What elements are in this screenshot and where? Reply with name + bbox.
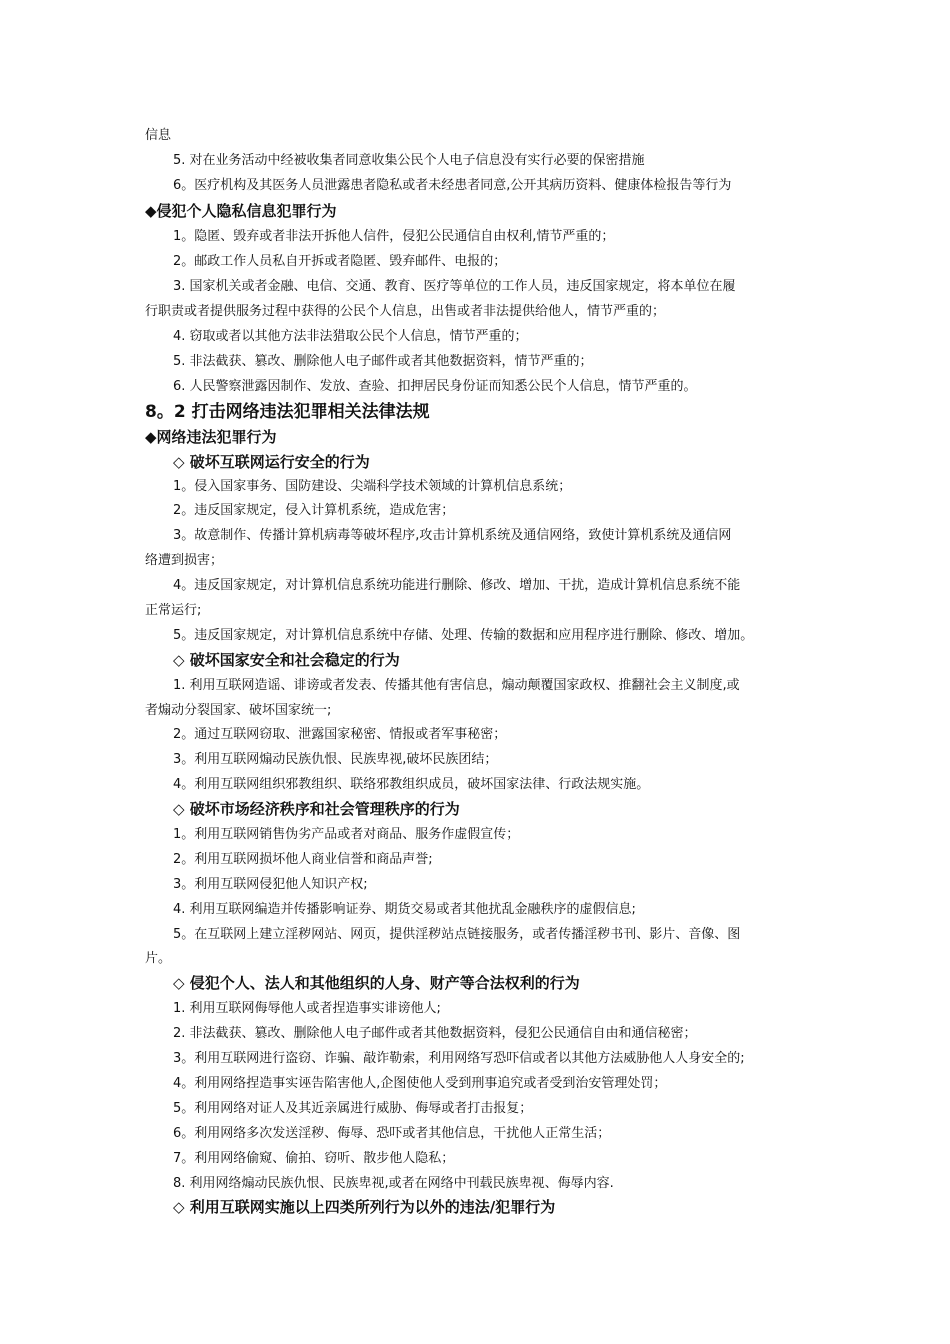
list-item: 4. 窃取或者以其他方法非法猎取公民个人信息，情节严重的； [173, 329, 528, 344]
list-item-continuation: 行职责或者提供服务过程中获得的公民个人信息，出售或者非法提供给他人，情节严重的； [145, 304, 666, 319]
list-item: 4. 利用互联网编造并传播影响证券、期货交易或者其他扰乱金融秩序的虚假信息; [173, 902, 636, 917]
list-item: 4。利用互联网组织邪教组织、联络邪教组织成员，破坏国家法律、行政法规实施。 [173, 777, 650, 792]
list-item: 1。利用互联网销售伪劣产品或者对商品、服务作虚假宣传； [173, 827, 520, 842]
list-item: 3。利用互联网煽动民族仇恨、民族卑视,破坏民族团结； [173, 752, 498, 767]
list-item: 3。故意制作、传播计算机病毒等破坏程序,攻击计算机系统及通信网络，致使计算机系统及通信网 [173, 528, 732, 543]
list-item: 1。侵入国家事务、国防建设、尖端科学技术领域的计算机信息系统； [173, 479, 572, 494]
text-line: 5. 对在业务活动中经被收集者同意收集公民个人电子信息没有实行必要的保密措施 [173, 153, 645, 168]
list-item: 5. 非法截获、篡改、删除他人电子邮件或者其他数据资料，情节严重的； [173, 354, 593, 369]
category-heading: ◇ 利用互联网实施以上四类所列行为以外的违法/犯罪行为 [173, 1198, 556, 1216]
list-item: 7。利用网络偷窥、偷拍、窃听、散步他人隐私； [173, 1151, 455, 1166]
list-item: 1。隐匿、毁弃或者非法开拆他人信件，侵犯公民通信自由权利,情节严重的； [173, 229, 615, 244]
section-heading-privacy: ◆侵犯个人隐私信息犯罪行为 [145, 202, 337, 220]
list-item: 2。利用互联网损坏他人商业信誉和商品声誉; [173, 852, 433, 867]
list-item-continuation: 络遭到损害； [145, 553, 224, 568]
list-item: 1. 利用互联网侮辱他人或者捏造事实诽谤他人; [173, 1001, 441, 1016]
list-item: 2。通过互联网窃取、泄露国家秘密、情报或者军事秘密； [173, 727, 507, 742]
category-heading: ◇ 侵犯个人、法人和其他组织的人身、财产等合法权利的行为 [173, 974, 580, 992]
list-item-continuation: 片。 [145, 951, 172, 966]
list-item: 2. 非法截获、篡改、删除他人电子邮件或者其他数据资料，侵犯公民通信自由和通信秘密； [173, 1026, 697, 1041]
list-item-continuation: 者煽动分裂国家、破坏国家统一; [145, 703, 332, 718]
list-item-continuation: 正常运行; [145, 603, 202, 618]
list-item: 4。利用网络捏造事实诬告陷害他人,企图使他人受到刑事追究或者受到治安管理处罚； [173, 1076, 667, 1091]
list-item: 4。违反国家规定，对计算机信息系统功能进行删除、修改、增加、干扰，造成计算机信息系统不能 [173, 578, 741, 593]
category-heading: ◇ 破坏互联网运行安全的行为 [173, 453, 370, 471]
category-heading: ◇ 破坏市场经济秩序和社会管理秩序的行为 [173, 800, 460, 818]
list-item: 8. 利用网络煽动民族仇恨、民族卑视,或者在网络中刊载民族卑视、侮辱内容. [173, 1176, 614, 1191]
list-item: 1. 利用互联网造谣、诽谤或者发表、传播其他有害信息，煽动颠覆国家政权、推翻社会主义制度,或 [173, 678, 740, 693]
list-item: 3. 国家机关或者金融、电信、交通、教育、医疗等单位的工作人员，违反国家规定，将本单位在履 [173, 279, 736, 294]
list-item: 2。违反国家规定，侵入计算机系统，造成危害； [173, 503, 455, 518]
text-line: 6。医疗机构及其医务人员泄露患者隐私或者未经患者同意,公开其病历资料、健康体检报告等行为 [173, 178, 732, 193]
list-item: 6. 人民警察泄露因制作、发放、查验、扣押居民身份证而知悉公民个人信息，情节严重的。 [173, 379, 697, 394]
section-title-8-2: 8。2 打击网络违法犯罪相关法律法规 [145, 402, 430, 422]
list-item: 5。违反国家规定，对计算机信息系统中存储、处理、传输的数据和应用程序进行删除、修改、增加。 [173, 628, 754, 643]
text-line: 信息 [145, 128, 172, 143]
list-item: 5。在互联网上建立淫秽网站、网页，提供淫秽站点链接服务，或者传播淫秽书刊、影片、音像、图 [173, 927, 741, 942]
category-heading: ◇ 破坏国家安全和社会稳定的行为 [173, 651, 400, 669]
list-item: 3。利用互联网进行盗窃、诈骗、敲诈勒索，利用网络写恐吓信或者以其他方法威胁他人人身安全的; [173, 1051, 745, 1066]
list-item: 6。利用网络多次发送淫秽、侮辱、恐吓或者其他信息，干扰他人正常生活； [173, 1126, 611, 1141]
list-item: 3。利用互联网侵犯他人知识产权; [173, 877, 368, 892]
list-item: 5。利用网络对证人及其近亲属进行威胁、侮辱或者打击报复； [173, 1101, 533, 1116]
list-item: 2。邮政工作人员私自开拆或者隐匿、毁弃邮件、电报的； [173, 254, 507, 269]
subheading-network-crime: ◆网络违法犯罪行为 [145, 428, 277, 446]
